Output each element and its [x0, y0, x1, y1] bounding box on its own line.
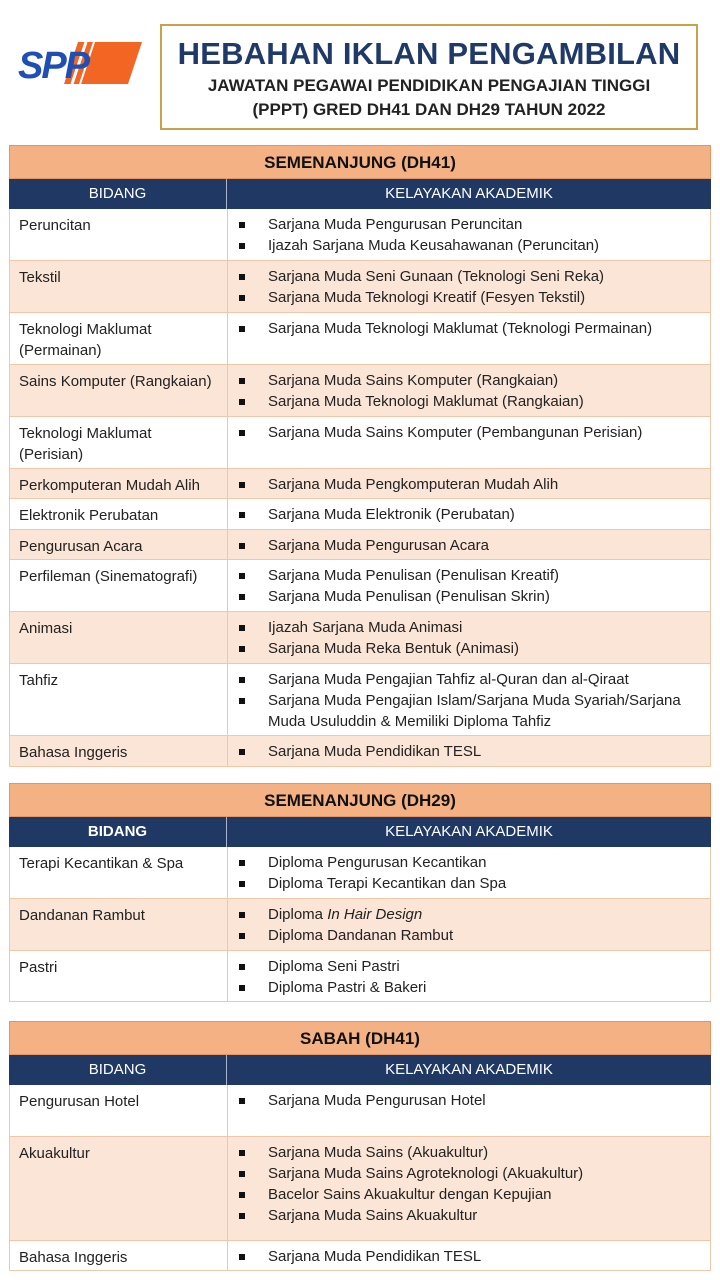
column-header-kelayakan: KELAYAKAN AKADEMIK	[385, 1061, 553, 1078]
kelayakan-cell	[228, 899, 710, 950]
table-row	[10, 365, 710, 417]
qualification-item	[238, 318, 702, 339]
qualification-text: Sarjana Muda Pendidikan TESL	[268, 1248, 482, 1265]
qualification-text: Ijazah Sarjana Muda Keusahawanan (Peruncitan)	[268, 237, 600, 254]
bidang-cell: Pengurusan Hotel	[10, 1085, 228, 1136]
qualification-text: Sarjana Muda Sains Akuakultur	[268, 1207, 478, 1224]
qualification-item	[238, 617, 702, 638]
section-title: SEMENANJUNG (DH41)	[9, 145, 711, 179]
qualification-text: Sarjana Muda Pengkomputeran Mudah Alih	[268, 476, 559, 493]
bidang-cell: Peruncitan	[10, 209, 228, 260]
qualification-text: Sarjana Muda Teknologi Maklumat (Rangkaian)	[268, 393, 584, 410]
kelayakan-cell	[228, 499, 710, 529]
table-row	[10, 736, 710, 767]
column-header-kelayakan: KELAYAKAN AKADEMIK	[385, 185, 553, 202]
bidang-cell: Sains Komputer (Rangkaian)	[10, 365, 228, 416]
qualification-item	[238, 956, 702, 977]
kelayakan-cell	[228, 612, 710, 663]
subtitle-line-1: JAWATAN PEGAWAI PENDIDIKAN PENGAJIAN TINGGI	[207, 76, 651, 95]
qualification-item	[238, 1184, 702, 1205]
kelayakan-cell	[228, 313, 710, 364]
qualification-item	[238, 1090, 702, 1111]
bidang-cell: Bahasa Inggeris	[10, 1241, 228, 1270]
qualification-item	[238, 1205, 702, 1226]
qualification-list	[238, 1142, 702, 1226]
qualification-text: Sarjana Muda Seni Gunaan (Teknologi Seni Reka)	[268, 268, 605, 285]
bidang-cell: Dandanan Rambut	[10, 899, 228, 950]
qualification-text: Sarjana Muda Elektronik (Perubatan)	[268, 506, 515, 523]
qualification-text: Sarjana Muda Teknologi Kreatif (Fesyen Tekstil)	[268, 289, 586, 306]
qualification-item	[238, 1163, 702, 1184]
bidang-cell: Tahfiz	[10, 664, 228, 735]
table-header	[9, 1055, 711, 1085]
qualification-list	[238, 852, 702, 894]
qualification-list	[238, 617, 702, 659]
bidang-cell: Perfileman (Sinematografi)	[10, 560, 228, 611]
qualification-text: Diploma	[268, 906, 324, 923]
kelayakan-cell	[228, 847, 710, 898]
table-row	[10, 313, 710, 365]
qualification-text: Sarjana Muda Pendidikan TESL	[268, 743, 482, 760]
qualification-text: Sarjana Muda Pengurusan Hotel	[268, 1092, 486, 1109]
kelayakan-cell	[228, 1241, 710, 1270]
qualification-item	[238, 535, 702, 556]
qualification-text: Diploma Pastri & Bakeri	[268, 979, 427, 996]
table-row	[10, 1137, 710, 1241]
qualification-list	[238, 214, 702, 256]
bidang-cell: Terapi Kecantikan & Spa	[10, 847, 228, 898]
qualification-list	[238, 1246, 702, 1267]
qualification-item	[238, 690, 702, 732]
table-body	[9, 847, 711, 1002]
kelayakan-cell	[228, 1137, 710, 1240]
qualification-item	[238, 904, 702, 925]
table-row	[10, 261, 710, 313]
spp-logo	[16, 38, 144, 88]
table-row	[10, 417, 710, 469]
spp-logo-graphic	[16, 38, 144, 88]
qualification-text: Sarjana Muda Reka Bentuk (Animasi)	[268, 640, 519, 657]
qualification-text: Sarjana Muda Pengurusan Acara	[268, 537, 489, 554]
section-sabah-dh41	[9, 1021, 711, 1271]
qualification-list	[238, 565, 702, 607]
qualification-text: Sarjana Muda Penulisan (Penulisan Skrin)	[268, 588, 550, 605]
bidang-cell: Animasi	[10, 612, 228, 663]
title-box	[160, 24, 698, 130]
bidang-cell: Akuakultur	[10, 1137, 228, 1240]
qualification-item	[238, 1246, 702, 1267]
qualification-text: Sarjana Muda Penulisan (Penulisan Kreatif)	[268, 567, 559, 584]
qualification-list	[238, 904, 702, 946]
kelayakan-cell	[228, 209, 710, 260]
qualification-item	[238, 565, 702, 586]
qualification-list	[238, 669, 702, 732]
qualification-item	[238, 586, 702, 607]
qualification-item	[238, 214, 702, 235]
qualification-list	[238, 1090, 702, 1111]
bidang-cell: Teknologi Maklumat (Perisian)	[10, 417, 228, 468]
qualification-item	[238, 287, 702, 308]
qualification-item	[238, 741, 702, 762]
qualification-text: Sarjana Muda Sains Komputer (Pembangunan Perisian)	[268, 424, 643, 441]
column-header-bidang: BIDANG	[9, 1055, 227, 1085]
kelayakan-cell	[228, 1085, 710, 1136]
table-row	[10, 1085, 710, 1137]
qualification-list	[238, 535, 702, 556]
column-header-bidang: BIDANG	[9, 817, 227, 847]
table-row	[10, 469, 710, 499]
bidang-cell: Elektronik Perubatan	[10, 499, 228, 529]
qualification-text: Ijazah Sarjana Muda Animasi	[268, 619, 463, 636]
bidang-cell: Pastri	[10, 951, 228, 1001]
qualification-item	[238, 422, 702, 443]
subtitle-line-2: (PPPT) GRED DH41 DAN DH29 TAHUN 2022	[252, 100, 606, 119]
table-row	[10, 899, 710, 951]
bidang-cell: Bahasa Inggeris	[10, 736, 228, 766]
section-semenanjung-dh29	[9, 783, 711, 1002]
qualification-item	[238, 852, 702, 873]
bidang-cell: Perkomputeran Mudah Alih	[10, 469, 228, 498]
table-row	[10, 499, 710, 530]
qualification-item	[238, 235, 702, 256]
table-body	[9, 1085, 711, 1271]
table-row	[10, 560, 710, 612]
bidang-cell: Pengurusan Acara	[10, 530, 228, 559]
qualification-item	[238, 266, 702, 287]
kelayakan-cell	[228, 736, 710, 766]
kelayakan-cell	[228, 664, 710, 735]
qualification-text: Diploma Seni Pastri	[268, 958, 400, 975]
column-header-bidang: BIDANG	[9, 179, 227, 209]
qualification-item	[238, 873, 702, 894]
bidang-cell: Tekstil	[10, 261, 228, 312]
kelayakan-cell	[228, 261, 710, 312]
qualification-item	[238, 925, 702, 946]
qualification-text: Diploma Dandanan Rambut	[268, 927, 454, 944]
qualification-item	[238, 391, 702, 412]
qualification-text: Sarjana Muda Pengurusan Peruncitan	[268, 216, 523, 233]
table-row	[10, 847, 710, 899]
qualification-list	[238, 956, 702, 998]
section-semenanjung-dh41	[9, 145, 711, 767]
qualification-list	[238, 504, 702, 525]
kelayakan-cell	[228, 530, 710, 559]
qualification-list	[238, 266, 702, 308]
bidang-cell: Teknologi Maklumat (Permainan)	[10, 313, 228, 364]
section-title: SEMENANJUNG (DH29)	[9, 783, 711, 817]
table-row	[10, 530, 710, 560]
page-title: HEBAHAN IKLAN PENGAMBILAN	[177, 36, 681, 71]
qualification-text: Diploma Pengurusan Kecantikan	[268, 854, 487, 871]
qualification-list	[238, 318, 702, 339]
qualification-item	[238, 977, 702, 998]
kelayakan-cell	[228, 951, 710, 1001]
table-row	[10, 209, 710, 261]
qualification-text: Sarjana Muda Sains (Akuakultur)	[268, 1144, 489, 1161]
qualification-item	[238, 504, 702, 525]
kelayakan-cell	[228, 469, 710, 498]
qualification-item	[238, 474, 702, 495]
qualification-list	[238, 741, 702, 762]
qualification-text: Sarjana Muda Teknologi Maklumat (Teknologi Permainan)	[268, 320, 653, 337]
qualification-item	[238, 1142, 702, 1163]
table-row	[10, 664, 710, 736]
section-title: SABAH (DH41)	[9, 1021, 711, 1055]
table-header	[9, 179, 711, 209]
qualification-text: Sarjana Muda Sains Agroteknologi (Akuakultur)	[268, 1165, 584, 1182]
table-row	[10, 1241, 710, 1271]
qualification-text: Bacelor Sains Akuakultur dengan Kepujian	[268, 1186, 552, 1203]
qualification-text: Diploma Terapi Kecantikan dan Spa	[268, 875, 507, 892]
qualification-item	[238, 638, 702, 659]
qualification-list	[238, 422, 702, 443]
qualification-list	[238, 474, 702, 495]
qualification-list	[238, 370, 702, 412]
kelayakan-cell	[228, 417, 710, 468]
qualification-text: Sarjana Muda Sains Komputer (Rangkaian)	[268, 372, 559, 389]
kelayakan-cell	[228, 365, 710, 416]
qualification-italic-text: In Hair Design	[327, 906, 423, 923]
table-row	[10, 612, 710, 664]
qualification-item	[238, 669, 702, 690]
table-row	[10, 951, 710, 1002]
kelayakan-cell	[228, 560, 710, 611]
column-header-kelayakan: KELAYAKAN AKADEMIK	[385, 823, 553, 840]
qualification-text: Sarjana Muda Pengajian Tahfiz al-Quran dan al-Qiraat	[268, 671, 629, 688]
table-header	[9, 817, 711, 847]
logo-text: SPP	[18, 45, 89, 87]
table-body	[9, 209, 711, 767]
qualification-text: Sarjana Muda Pengajian Islam/Sarjana Muda Syariah/Sarjana Muda Usuluddin & Memiliki Diploma Tahfiz	[268, 692, 681, 730]
qualification-item	[238, 370, 702, 391]
